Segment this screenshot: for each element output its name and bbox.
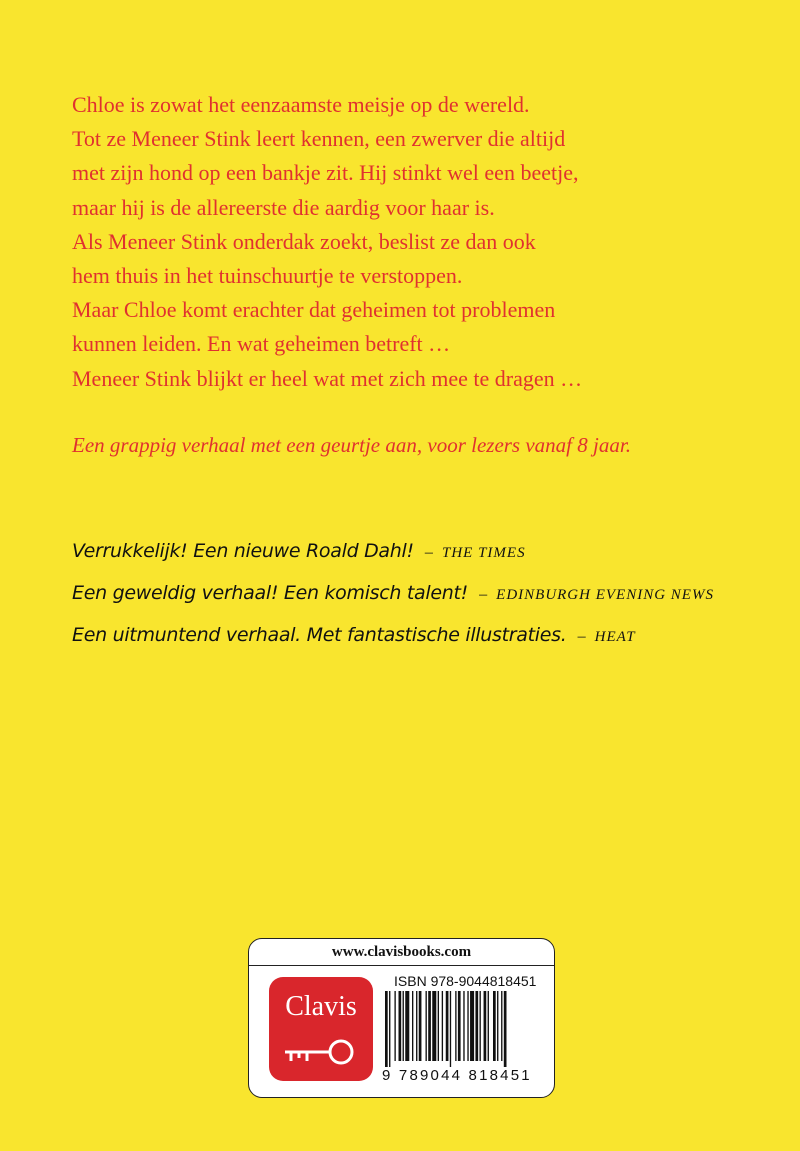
press-quote [72, 540, 792, 582]
publisher-url[interactable]: www.clavisbooks.com [249, 939, 554, 966]
age-tagline: Een grappig verhaal met een geurtje aan, voor lezers vanaf 8 jaar. [72, 433, 631, 457]
blurb-line: Maar Chloe komt erachter dat geheimen tot problemen [72, 297, 556, 323]
quote-source: THE TIMES [441, 545, 526, 561]
quote-dash: – [577, 628, 586, 645]
blurb-line: Tot ze Meneer Stink leert kennen, een zwerver die altijd [72, 126, 566, 152]
blurb-line: hem thuis in het tuinschuurtje te verstoppen. [72, 263, 463, 289]
quote-text: Verrukkelijk! Een nieuwe Roald Dahl! [72, 540, 414, 562]
quote-dash: – [479, 586, 488, 603]
blurb-text [72, 88, 772, 396]
barcode-digits: 9 789044 818451 [382, 1067, 532, 1084]
logo-wordmark: Clavis [285, 991, 357, 1022]
blurb-line: maar hij is de allereerste die aardig voor haar is. [72, 194, 495, 220]
key-icon [281, 1035, 361, 1069]
quote-source: EDINBURGH EVENING NEWS [496, 587, 714, 603]
blurb-line: met zijn hond op een bankje zit. Hij stinkt wel een beetje, [72, 160, 579, 186]
press-quote [72, 624, 792, 666]
quote-source: HEAT [594, 629, 636, 645]
blurb-line: Als Meneer Stink onderdak zoekt, beslist ze dan ook [72, 228, 536, 254]
press-quotes [72, 540, 792, 666]
barcode-bars [381, 991, 543, 1067]
quote-text: Een uitmuntend verhaal. Met fantastische illustraties. [72, 624, 567, 646]
publisher-logo [269, 977, 373, 1081]
quote-dash: – [424, 544, 433, 561]
blurb-line: Chloe is zowat het eenzaamste meisje op de wereld. [72, 92, 530, 117]
blurb-line: kunnen leiden. En wat geheimen betreft … [72, 331, 451, 357]
barcode-panel [248, 938, 555, 1098]
blurb-line: Meneer Stink blijkt er heel wat met zich mee te dragen … [72, 365, 583, 391]
quote-text: Een geweldig verhaal! Een komisch talent! [72, 582, 468, 604]
isbn-label: ISBN 978-9044818451 [394, 973, 537, 989]
press-quote [72, 582, 792, 624]
